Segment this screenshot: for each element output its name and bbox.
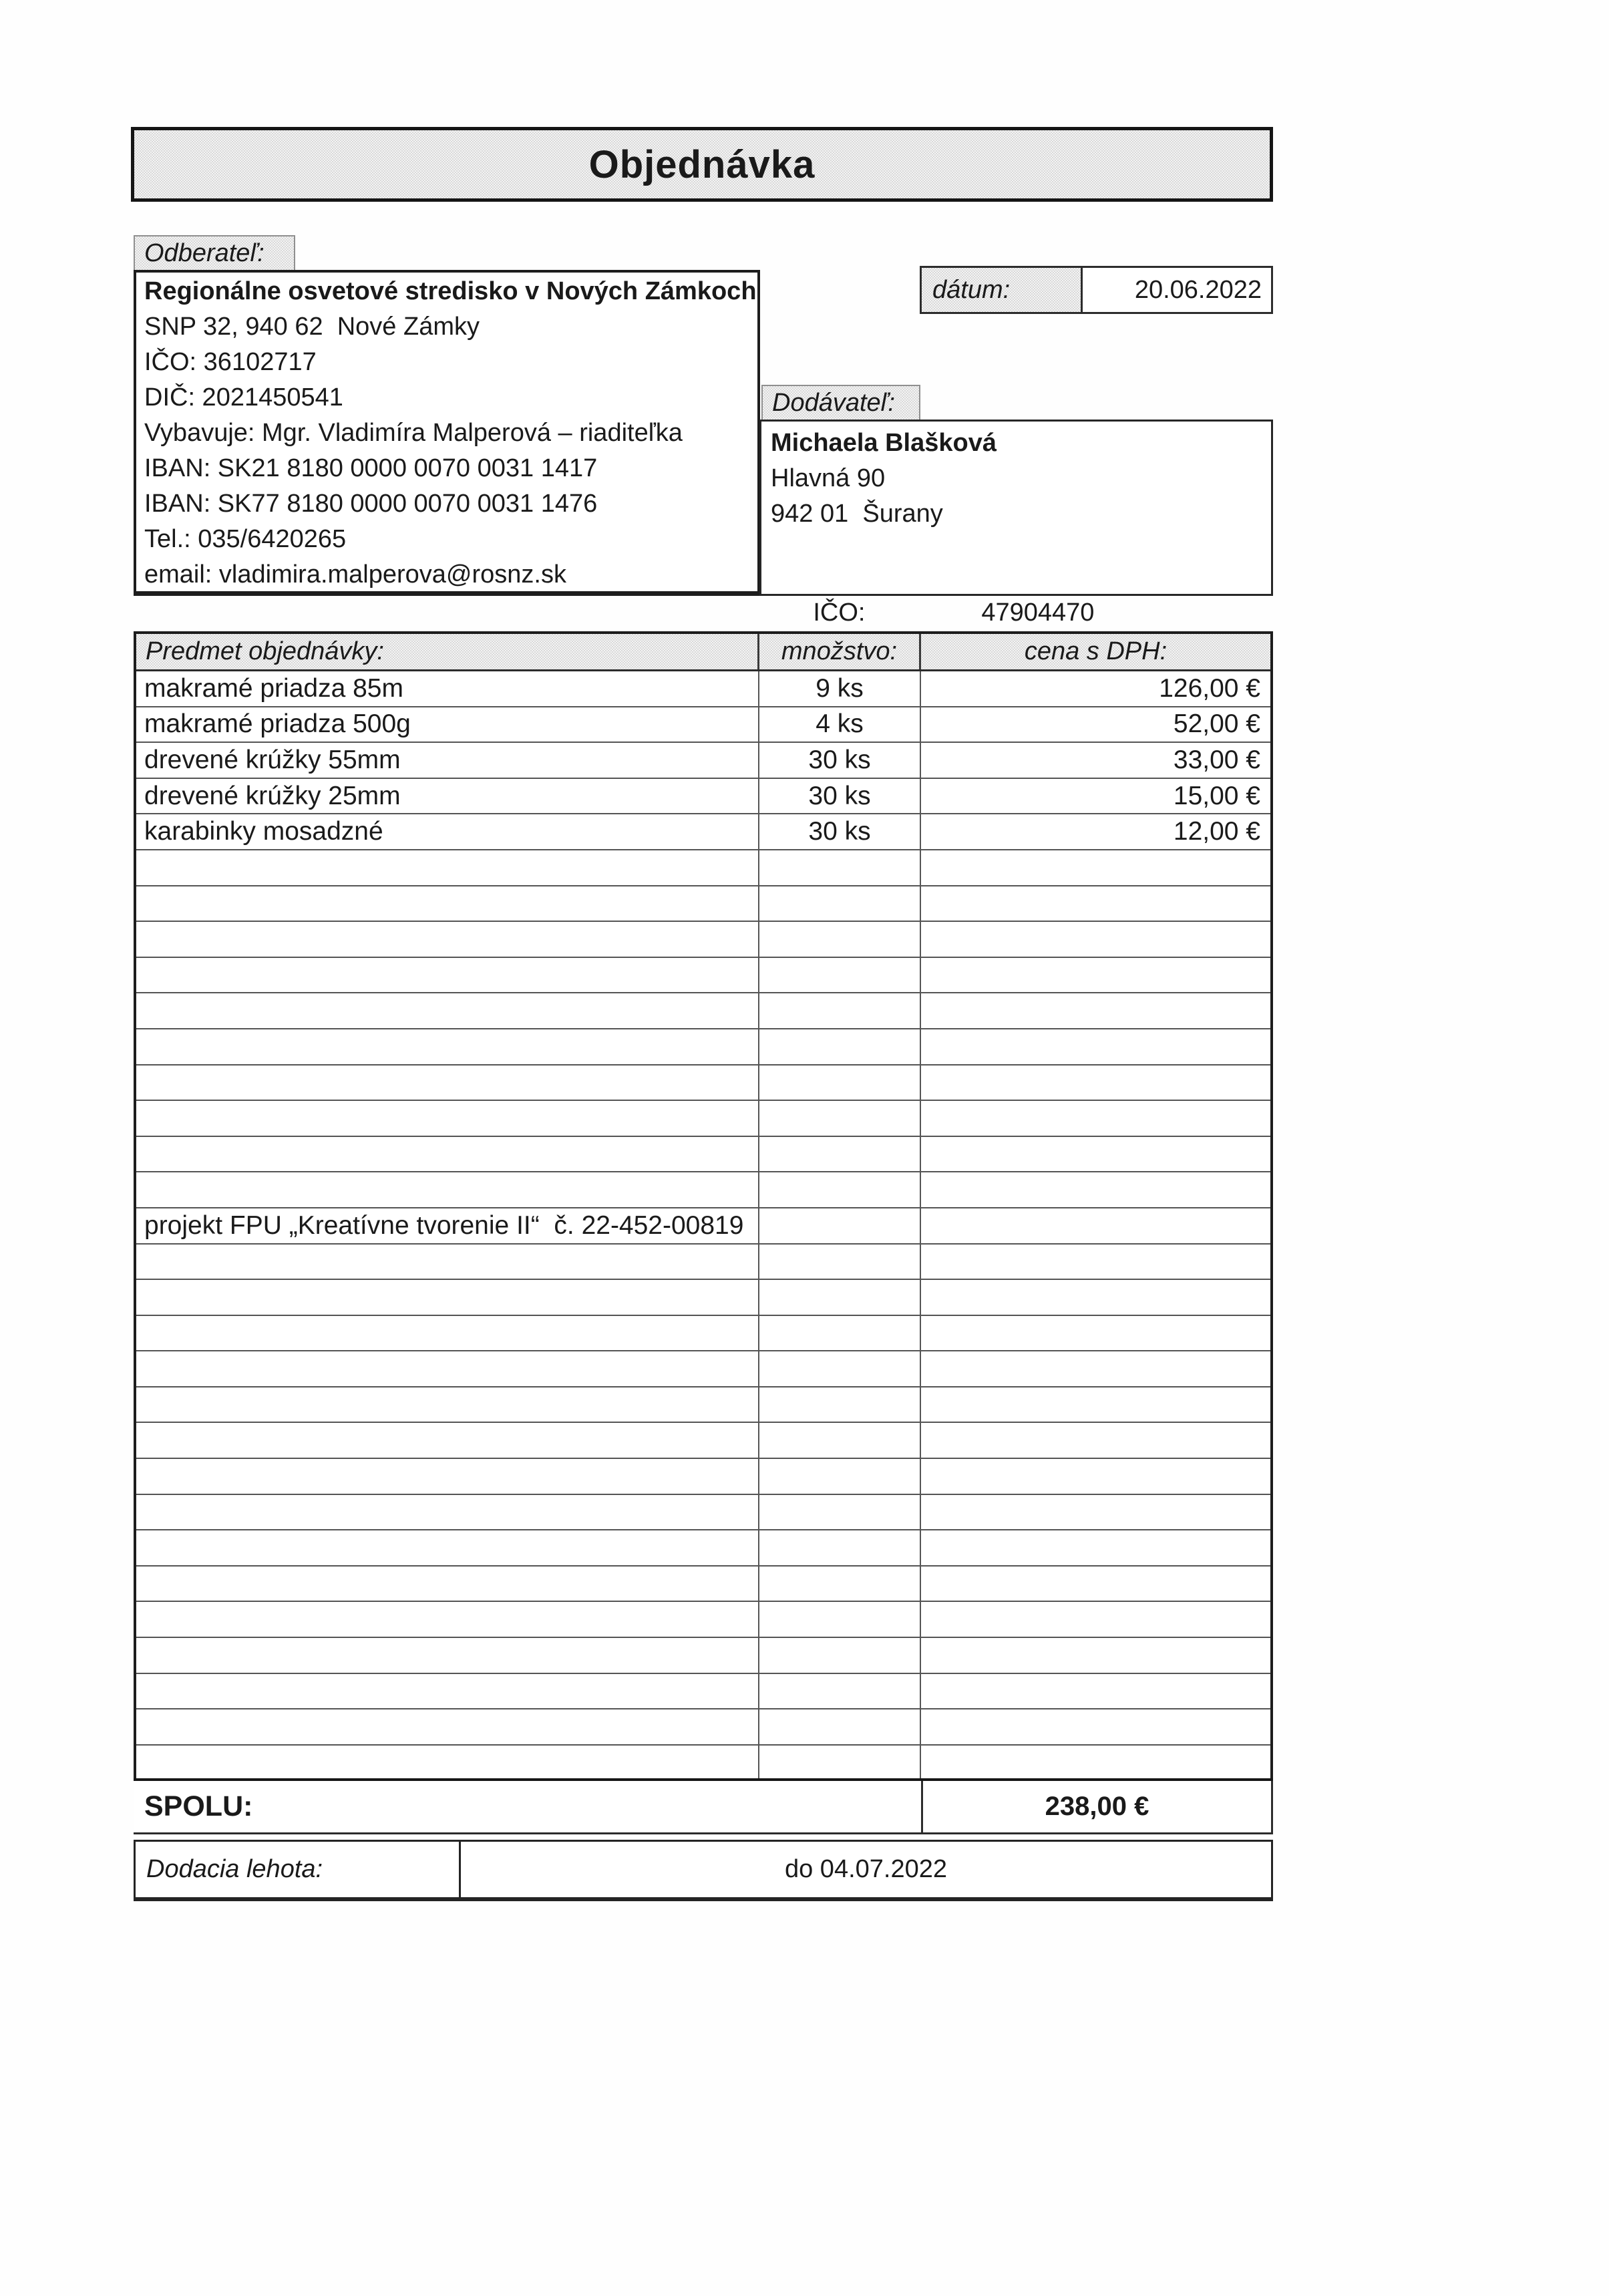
price-cell <box>921 993 1270 1028</box>
order-table-header <box>136 634 1270 671</box>
item-cell: karabinky mosadzné <box>136 814 759 849</box>
quantity-cell <box>759 1172 921 1207</box>
supplier-name: Michaela Blašková <box>771 429 997 457</box>
price-cell <box>921 850 1270 885</box>
item-cell <box>136 922 759 957</box>
table-row-empty <box>136 1638 1270 1674</box>
table-row-empty <box>136 1245 1270 1281</box>
table-row <box>136 779 1270 815</box>
item-cell <box>136 1101 759 1136</box>
price-cell <box>921 1245 1270 1279</box>
item-cell <box>136 1746 759 1780</box>
price-cell <box>921 1567 1270 1601</box>
price-cell <box>921 1423 1270 1458</box>
table-row-empty <box>136 1423 1270 1459</box>
quantity-cell <box>759 1459 921 1494</box>
supplier-info-box <box>759 420 1273 627</box>
delivery-box <box>134 1840 1273 1901</box>
price-cell <box>921 1280 1270 1315</box>
quantity-cell <box>759 1065 921 1100</box>
quantity-cell <box>759 1351 921 1386</box>
table-row <box>136 814 1270 850</box>
price-cell <box>921 1746 1270 1780</box>
supplier-section-label: Dodávateľ: <box>761 385 920 420</box>
supplier-ico-label: IČO: <box>813 599 866 627</box>
table-row-empty <box>136 1709 1270 1746</box>
price-cell <box>921 1602 1270 1637</box>
supplier-city: 942 01 Šurany <box>771 500 943 528</box>
customer-contact: Vybavuje: Mgr. Vladimíra Malperová – riaditeľka <box>144 419 683 447</box>
price-cell: 15,00 € <box>1173 781 1260 810</box>
table-row-note <box>136 1208 1270 1245</box>
quantity-cell <box>759 1029 921 1064</box>
date-label: dátum: <box>922 268 1083 312</box>
header-price-column: cena s DPH: <box>1024 637 1168 665</box>
customer-section-label: Odberateľ: <box>134 235 295 270</box>
customer-iban-2: IBAN: SK77 8180 0000 0070 0031 1476 <box>144 490 598 518</box>
item-cell <box>136 1065 759 1100</box>
item-cell <box>136 1172 759 1207</box>
total-row <box>134 1778 1273 1834</box>
table-row-empty <box>136 1029 1270 1065</box>
item-cell <box>136 1638 759 1673</box>
quantity-cell: 30 ks <box>759 743 921 778</box>
price-cell <box>921 1709 1270 1744</box>
table-row-empty <box>136 1567 1270 1603</box>
table-row-empty <box>136 886 1270 923</box>
table-row-empty <box>136 1316 1270 1352</box>
price-cell: 52,00 € <box>1173 709 1260 739</box>
document-title: Objednávka <box>588 142 816 186</box>
quantity-cell <box>759 850 921 885</box>
price-cell <box>921 1137 1270 1172</box>
table-row-empty <box>136 1137 1270 1173</box>
table-row-empty <box>136 1674 1270 1710</box>
price-cell <box>921 1387 1270 1422</box>
quantity-cell <box>759 922 921 957</box>
item-cell <box>136 1423 759 1458</box>
table-row-empty <box>136 1387 1270 1424</box>
table-row <box>136 671 1270 707</box>
table-row-empty <box>136 1351 1270 1387</box>
item-cell: drevené krúžky 25mm <box>136 779 759 814</box>
customer-email: email: vladimira.malperova@rosnz.sk <box>144 560 566 589</box>
order-table-body <box>136 671 1270 1781</box>
price-cell <box>921 958 1270 993</box>
quantity-cell <box>759 1423 921 1458</box>
item-cell <box>136 1530 759 1565</box>
quantity-cell <box>759 1137 921 1172</box>
price-cell <box>921 1495 1270 1530</box>
item-cell <box>136 1567 759 1601</box>
supplier-ico-value: 47904470 <box>981 599 1095 627</box>
item-cell <box>136 1137 759 1172</box>
table-row-empty <box>136 922 1270 958</box>
price-cell <box>921 1459 1270 1494</box>
table-row <box>136 707 1270 744</box>
document-title-box <box>131 127 1273 202</box>
price-cell <box>921 1101 1270 1136</box>
customer-iban-1: IBAN: SK21 8180 0000 0070 0031 1417 <box>144 454 598 482</box>
item-cell <box>136 1316 759 1351</box>
price-cell: 126,00 € <box>1159 673 1260 703</box>
table-row-empty <box>136 850 1270 886</box>
quantity-cell: 30 ks <box>759 779 921 814</box>
customer-info-box <box>134 270 760 596</box>
table-row-empty <box>136 1746 1270 1782</box>
quantity-cell: 30 ks <box>759 814 921 849</box>
header-quantity-column: množstvo: <box>759 634 921 669</box>
price-cell <box>921 1530 1270 1565</box>
item-cell <box>136 1029 759 1064</box>
customer-dic: DIČ: 2021450541 <box>144 383 343 412</box>
quantity-cell <box>759 1674 921 1709</box>
quantity-cell <box>759 993 921 1028</box>
supplier-spacer <box>771 532 1271 560</box>
order-table <box>134 631 1273 1781</box>
item-cell <box>136 993 759 1028</box>
quantity-cell <box>759 1530 921 1565</box>
quantity-cell <box>759 1602 921 1637</box>
quantity-cell <box>759 1746 921 1780</box>
item-cell <box>136 1674 759 1709</box>
customer-phone: Tel.: 035/6420265 <box>144 525 347 553</box>
item-cell <box>136 886 759 921</box>
delivery-label: Dodacia lehota: <box>136 1842 461 1897</box>
customer-ico: IČO: 36102717 <box>144 348 317 376</box>
quantity-cell <box>759 1280 921 1315</box>
customer-address: SNP 32, 940 62 Nové Zámky <box>144 313 480 341</box>
price-cell <box>921 922 1270 957</box>
table-row-empty <box>136 1530 1270 1567</box>
customer-name: Regionálne osvetové stredisko v Nových Zámkoch <box>144 277 757 305</box>
total-label: SPOLU: <box>144 1790 253 1822</box>
price-cell: 12,00 € <box>1173 817 1260 846</box>
table-row-empty <box>136 1280 1270 1316</box>
item-cell: projekt FPU „Kreatívne tvorenie II“ č. 22-452-00819 <box>136 1208 759 1243</box>
quantity-cell: 9 ks <box>759 671 921 706</box>
price-cell <box>921 1316 1270 1351</box>
table-row-empty <box>136 993 1270 1029</box>
item-cell <box>136 1459 759 1494</box>
quantity-cell <box>759 886 921 921</box>
quantity-cell <box>759 958 921 993</box>
quantity-cell <box>759 1245 921 1279</box>
quantity-cell <box>759 1567 921 1601</box>
item-cell <box>136 1495 759 1530</box>
item-cell <box>136 1387 759 1422</box>
table-row-empty <box>136 1101 1270 1137</box>
price-cell <box>921 1351 1270 1386</box>
header-item-column: Predmet objednávky: <box>136 634 759 669</box>
price-cell <box>921 1674 1270 1709</box>
item-cell: makramé priadza 500g <box>136 707 759 742</box>
table-row-empty <box>136 1459 1270 1495</box>
supplier-street: Hlavná 90 <box>771 464 886 492</box>
quantity-cell <box>759 1387 921 1422</box>
item-cell: drevené krúžky 55mm <box>136 743 759 778</box>
table-row-empty <box>136 1065 1270 1102</box>
total-value: 238,00 € <box>921 1781 1273 1832</box>
table-row <box>136 743 1270 779</box>
quantity-cell <box>759 1495 921 1530</box>
table-row-empty <box>136 1495 1270 1531</box>
item-cell <box>136 1709 759 1744</box>
item-cell <box>136 1280 759 1315</box>
date-box <box>920 266 1273 314</box>
table-row-empty <box>136 1172 1270 1208</box>
item-cell <box>136 850 759 885</box>
item-cell <box>136 958 759 993</box>
price-cell: 33,00 € <box>1173 745 1260 774</box>
price-cell <box>921 886 1270 921</box>
price-cell <box>921 1029 1270 1064</box>
quantity-cell <box>759 1208 921 1243</box>
item-cell <box>136 1245 759 1279</box>
quantity-cell <box>759 1638 921 1673</box>
item-cell <box>136 1351 759 1386</box>
item-cell <box>136 1602 759 1637</box>
quantity-cell: 4 ks <box>759 707 921 742</box>
price-cell <box>921 1638 1270 1673</box>
quantity-cell <box>759 1709 921 1744</box>
quantity-cell <box>759 1316 921 1351</box>
table-row-empty <box>136 958 1270 994</box>
date-value: 20.06.2022 <box>1083 268 1271 312</box>
delivery-value: do 04.07.2022 <box>784 1855 947 1883</box>
quantity-cell <box>759 1101 921 1136</box>
item-cell: makramé priadza 85m <box>136 671 759 706</box>
price-cell <box>921 1065 1270 1100</box>
price-cell <box>921 1172 1270 1207</box>
table-row-empty <box>136 1602 1270 1638</box>
price-cell <box>921 1208 1270 1243</box>
